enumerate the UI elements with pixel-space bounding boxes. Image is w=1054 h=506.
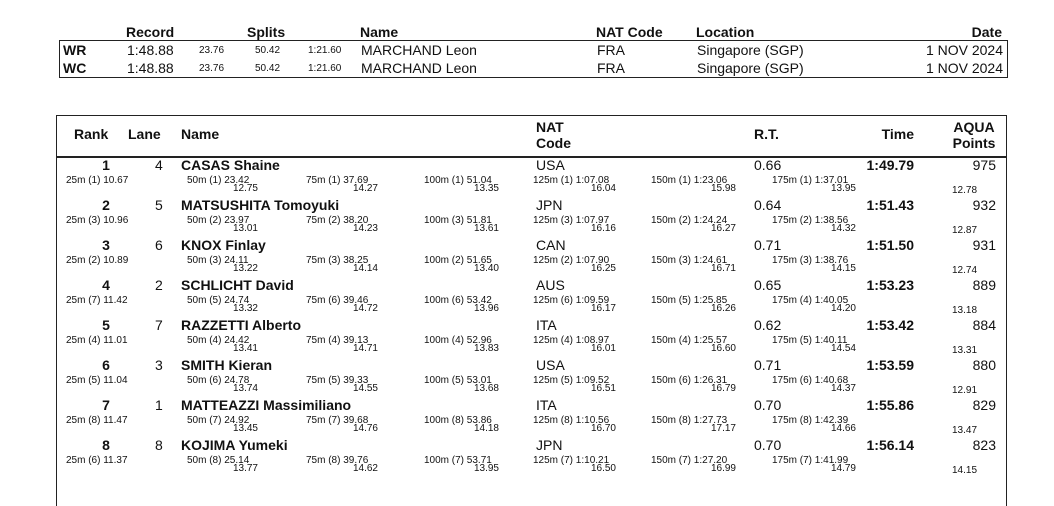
athlete-row	[0, 237, 1054, 277]
record-code: WR	[63, 42, 87, 58]
record-split: 23.76	[199, 45, 225, 56]
lane: 2	[155, 277, 163, 293]
diff-75m: 14.72	[352, 303, 378, 314]
final-time: 1:51.43	[866, 197, 914, 213]
split-100m: 100m (1) 51.04	[424, 175, 492, 186]
lane: 8	[155, 437, 163, 453]
split-175m: 175m (8) 1:42.39	[772, 415, 849, 426]
athlete-row	[0, 437, 1054, 477]
reaction-time: 0.71	[754, 237, 782, 253]
record-split: 1:21.60	[308, 45, 342, 56]
final-time: 1:53.59	[866, 357, 914, 373]
final-time: 1:53.23	[866, 277, 914, 293]
split-150m: 150m (1) 1:23.06	[651, 175, 728, 186]
nat-code: CAN	[536, 237, 566, 253]
reaction-time: 0.70	[754, 397, 782, 413]
final-time: 1:51.50	[866, 237, 914, 253]
record-time: 1:48.88	[127, 42, 174, 58]
aqua-points: 889	[972, 277, 996, 293]
split-100m: 100m (2) 51.65	[424, 255, 492, 266]
diff-200m: 13.18	[952, 305, 978, 316]
rank: 7	[102, 397, 110, 413]
location-header: Location	[696, 24, 755, 40]
diff-50m: 13.32	[232, 303, 258, 314]
aqua-points: 932	[972, 197, 996, 213]
diff-175m: 14.66	[830, 423, 856, 434]
athlete-row	[0, 357, 1054, 397]
lane: 6	[155, 237, 163, 253]
split-175m: 175m (2) 1:38.56	[772, 215, 849, 226]
name-header: Name	[360, 24, 399, 40]
split-25m: 25m (4) 11.01	[66, 335, 128, 346]
record-holder-name: MARCHAND Leon	[361, 42, 477, 58]
final-time: 1:56.14	[866, 437, 914, 453]
split-150m: 150m (3) 1:24.61	[651, 255, 728, 266]
diff-75m: 14.71	[352, 343, 378, 354]
diff-100m: 13.61	[473, 223, 499, 234]
split-25m: 25m (2) 10.89	[66, 255, 129, 266]
diff-150m: 16.79	[710, 383, 736, 394]
split-125m: 125m (3) 1:07.97	[533, 215, 610, 226]
athlete-name: MATSUSHITA Tomoyuki	[181, 197, 340, 213]
athlete-name: KOJIMA Yumeki	[181, 437, 288, 453]
date-header: Date	[971, 24, 1002, 40]
rank: 5	[102, 317, 110, 333]
diff-175m: 13.95	[830, 183, 856, 194]
rank: 3	[102, 237, 110, 253]
athlete-row	[0, 277, 1054, 317]
split-50m: 50m (5) 24.74	[187, 295, 250, 306]
diff-50m: 13.45	[232, 423, 258, 434]
diff-200m: 13.47	[952, 425, 978, 436]
record-row	[60, 41, 1007, 59]
record-split: 50.42	[255, 45, 281, 56]
split-50m: 50m (7) 24.92	[187, 415, 250, 426]
code-header: Code	[536, 135, 571, 151]
split-175m: 175m (5) 1:40.11	[772, 335, 848, 346]
diff-200m: 12.74	[952, 265, 978, 276]
athlete-row	[0, 397, 1054, 437]
split-175m: 175m (1) 1:37.01	[772, 175, 849, 186]
diff-125m: 16.04	[590, 183, 616, 194]
diff-175m: 14.15	[830, 263, 856, 274]
nat-code: JPN	[536, 197, 563, 213]
split-75m: 75m (2) 38.20	[306, 215, 369, 226]
splits-header: Splits	[247, 24, 286, 40]
lane-header: Lane	[128, 126, 161, 142]
split-150m: 150m (6) 1:26.31	[651, 375, 728, 386]
split-25m: 25m (7) 11.42	[66, 295, 128, 306]
split-125m: 125m (8) 1:10.56	[533, 415, 610, 426]
diff-125m: 16.51	[590, 383, 616, 394]
split-50m: 50m (8) 25.14	[187, 455, 250, 466]
split-150m: 150m (5) 1:25.85	[651, 295, 728, 306]
diff-125m: 16.16	[590, 223, 616, 234]
diff-100m: 13.95	[473, 463, 499, 474]
diff-75m: 14.76	[352, 423, 378, 434]
lane: 5	[155, 197, 163, 213]
diff-200m: 12.91	[952, 385, 978, 396]
diff-200m: 12.87	[952, 225, 978, 236]
diff-75m: 14.27	[352, 183, 378, 194]
split-75m: 75m (1) 37.69	[306, 175, 369, 186]
diff-100m: 14.18	[473, 423, 499, 434]
split-150m: 150m (7) 1:27.20	[651, 455, 728, 466]
split-175m: 175m (7) 1:41.99	[772, 455, 849, 466]
final-time: 1:53.42	[866, 317, 914, 333]
record-time: 1:48.88	[127, 60, 174, 76]
records-table	[59, 40, 1008, 78]
diff-200m: 13.31	[952, 345, 978, 356]
points-header: Points	[952, 135, 996, 151]
diff-150m: 15.98	[710, 183, 736, 194]
final-time: 1:55.86	[866, 397, 914, 413]
reaction-time: 0.70	[754, 437, 782, 453]
diff-200m: 12.78	[952, 185, 978, 196]
athlete-row	[0, 317, 1054, 357]
athlete-name: KNOX Finlay	[181, 237, 266, 253]
split-75m: 75m (8) 39.76	[306, 455, 369, 466]
split-150m: 150m (4) 1:25.57	[651, 335, 728, 346]
nat-code: AUS	[536, 277, 565, 293]
record-row	[60, 59, 1007, 77]
rank: 1	[102, 157, 110, 173]
aqua-points: 880	[972, 357, 996, 373]
lane: 4	[155, 157, 163, 173]
split-50m: 50m (2) 23.97	[187, 215, 250, 226]
diff-150m: 16.60	[710, 343, 736, 354]
nat-code: JPN	[536, 437, 563, 453]
diff-175m: 14.54	[830, 343, 856, 354]
record-nat: FRA	[597, 42, 625, 58]
rt-header: R.T.	[754, 126, 779, 142]
reaction-time: 0.65	[754, 277, 782, 293]
diff-150m: 16.27	[710, 223, 736, 234]
record-split: 50.42	[255, 63, 281, 74]
record-code: WC	[63, 60, 87, 76]
diff-100m: 13.40	[473, 263, 499, 274]
diff-125m: 16.70	[590, 423, 616, 434]
rank: 8	[102, 437, 110, 453]
diff-100m: 13.68	[473, 383, 499, 394]
split-175m: 175m (6) 1:40.68	[772, 375, 849, 386]
aqua-header: AQUA	[953, 119, 995, 135]
aqua-points: 884	[972, 317, 996, 333]
split-50m: 50m (6) 24.78	[187, 375, 250, 386]
reaction-time: 0.71	[754, 357, 782, 373]
split-150m: 150m (2) 1:24.24	[651, 215, 728, 226]
athlete-name: RAZZETTI Alberto	[181, 317, 302, 333]
split-75m: 75m (6) 39.46	[306, 295, 369, 306]
lane: 7	[155, 317, 163, 333]
diff-75m: 14.55	[352, 383, 378, 394]
diff-50m: 13.01	[232, 223, 258, 234]
diff-50m: 13.41	[232, 343, 258, 354]
diff-150m: 16.99	[710, 463, 736, 474]
aqua-points: 931	[972, 237, 996, 253]
diff-175m: 14.79	[830, 463, 856, 474]
diff-50m: 13.22	[232, 263, 258, 274]
record-location: Singapore (SGP)	[697, 60, 804, 76]
diff-125m: 16.01	[590, 343, 616, 354]
split-175m: 175m (4) 1:40.05	[772, 295, 849, 306]
nat-header: NAT	[536, 119, 564, 135]
split-100m: 100m (5) 53.01	[424, 375, 492, 386]
diff-125m: 16.17	[590, 303, 616, 314]
lane: 1	[155, 397, 163, 413]
split-125m: 125m (1) 1:07.08	[533, 175, 610, 186]
split-75m: 75m (3) 38.25	[306, 255, 369, 266]
split-50m: 50m (4) 24.42	[187, 335, 250, 346]
final-time: 1:49.79	[866, 157, 914, 173]
diff-75m: 14.62	[352, 463, 378, 474]
record-split: 1:21.60	[308, 63, 342, 74]
diff-125m: 16.50	[590, 463, 616, 474]
split-75m: 75m (5) 39.33	[306, 375, 369, 386]
diff-100m: 13.83	[473, 343, 499, 354]
split-75m: 75m (4) 39.13	[306, 335, 369, 346]
nat-code-header: NAT Code	[596, 24, 663, 40]
split-25m: 25m (3) 10.96	[66, 215, 129, 226]
diff-175m: 14.20	[830, 303, 856, 314]
split-25m: 25m (1) 10.67	[66, 175, 129, 186]
rank: 4	[102, 277, 110, 293]
aqua-points: 823	[972, 437, 996, 453]
reaction-time: 0.62	[754, 317, 782, 333]
diff-75m: 14.14	[352, 263, 378, 274]
lane: 3	[155, 357, 163, 373]
name-header: Name	[181, 126, 220, 142]
diff-175m: 14.32	[830, 223, 856, 234]
athlete-name: SCHLICHT David	[181, 277, 294, 293]
split-150m: 150m (8) 1:27.73	[651, 415, 728, 426]
split-50m: 50m (3) 24.11	[187, 255, 249, 266]
record-header: Record	[126, 24, 175, 40]
aqua-points: 829	[972, 397, 996, 413]
athlete-name: SMITH Kieran	[181, 357, 273, 373]
athlete-name: CASAS Shaine	[181, 157, 280, 173]
split-100m: 100m (6) 53.42	[424, 295, 492, 306]
record-nat: FRA	[597, 60, 625, 76]
split-125m: 125m (7) 1:10.21	[533, 455, 610, 466]
rank: 6	[102, 357, 110, 373]
diff-75m: 14.23	[352, 223, 378, 234]
split-50m: 50m (1) 23.42	[187, 175, 250, 186]
diff-150m: 16.26	[710, 303, 736, 314]
diff-50m: 13.74	[232, 383, 258, 394]
split-100m: 100m (3) 51.81	[424, 215, 492, 226]
record-holder-name: MARCHAND Leon	[361, 60, 477, 76]
split-175m: 175m (3) 1:38.76	[772, 255, 849, 266]
diff-125m: 16.25	[590, 263, 616, 274]
diff-150m: 16.71	[710, 263, 736, 274]
diff-50m: 13.77	[232, 463, 258, 474]
diff-175m: 14.37	[830, 383, 856, 394]
record-date: 1 NOV 2024	[925, 60, 1003, 76]
rank: 2	[102, 197, 110, 213]
nat-code: ITA	[536, 317, 557, 333]
diff-200m: 14.15	[952, 465, 978, 476]
reaction-time: 0.66	[754, 157, 782, 173]
athlete-name: MATTEAZZI Massimiliano	[181, 397, 352, 413]
diff-100m: 13.96	[473, 303, 499, 314]
split-125m: 125m (4) 1:08.97	[533, 335, 610, 346]
time-header: Time	[881, 126, 914, 142]
split-100m: 100m (7) 53.71	[424, 455, 492, 466]
split-75m: 75m (7) 39.68	[306, 415, 369, 426]
nat-code: USA	[536, 357, 565, 373]
aqua-points: 975	[972, 157, 996, 173]
record-location: Singapore (SGP)	[697, 42, 804, 58]
split-125m: 125m (5) 1:09.52	[533, 375, 610, 386]
athlete-row	[0, 197, 1054, 237]
split-100m: 100m (8) 53.86	[424, 415, 492, 426]
record-date: 1 NOV 2024	[925, 42, 1003, 58]
nat-code: USA	[536, 157, 565, 173]
split-125m: 125m (6) 1:09.59	[533, 295, 610, 306]
split-25m: 25m (6) 11.37	[66, 455, 128, 466]
record-split: 23.76	[199, 63, 225, 74]
split-25m: 25m (8) 11.47	[66, 415, 128, 426]
athlete-row	[0, 157, 1054, 197]
diff-50m: 12.75	[232, 183, 258, 194]
rank-header: Rank	[74, 126, 109, 142]
split-125m: 125m (2) 1:07.90	[533, 255, 610, 266]
reaction-time: 0.64	[754, 197, 782, 213]
split-100m: 100m (4) 52.96	[424, 335, 492, 346]
diff-150m: 17.17	[710, 423, 736, 434]
diff-100m: 13.35	[473, 183, 499, 194]
nat-code: ITA	[536, 397, 557, 413]
split-25m: 25m (5) 11.04	[66, 375, 128, 386]
